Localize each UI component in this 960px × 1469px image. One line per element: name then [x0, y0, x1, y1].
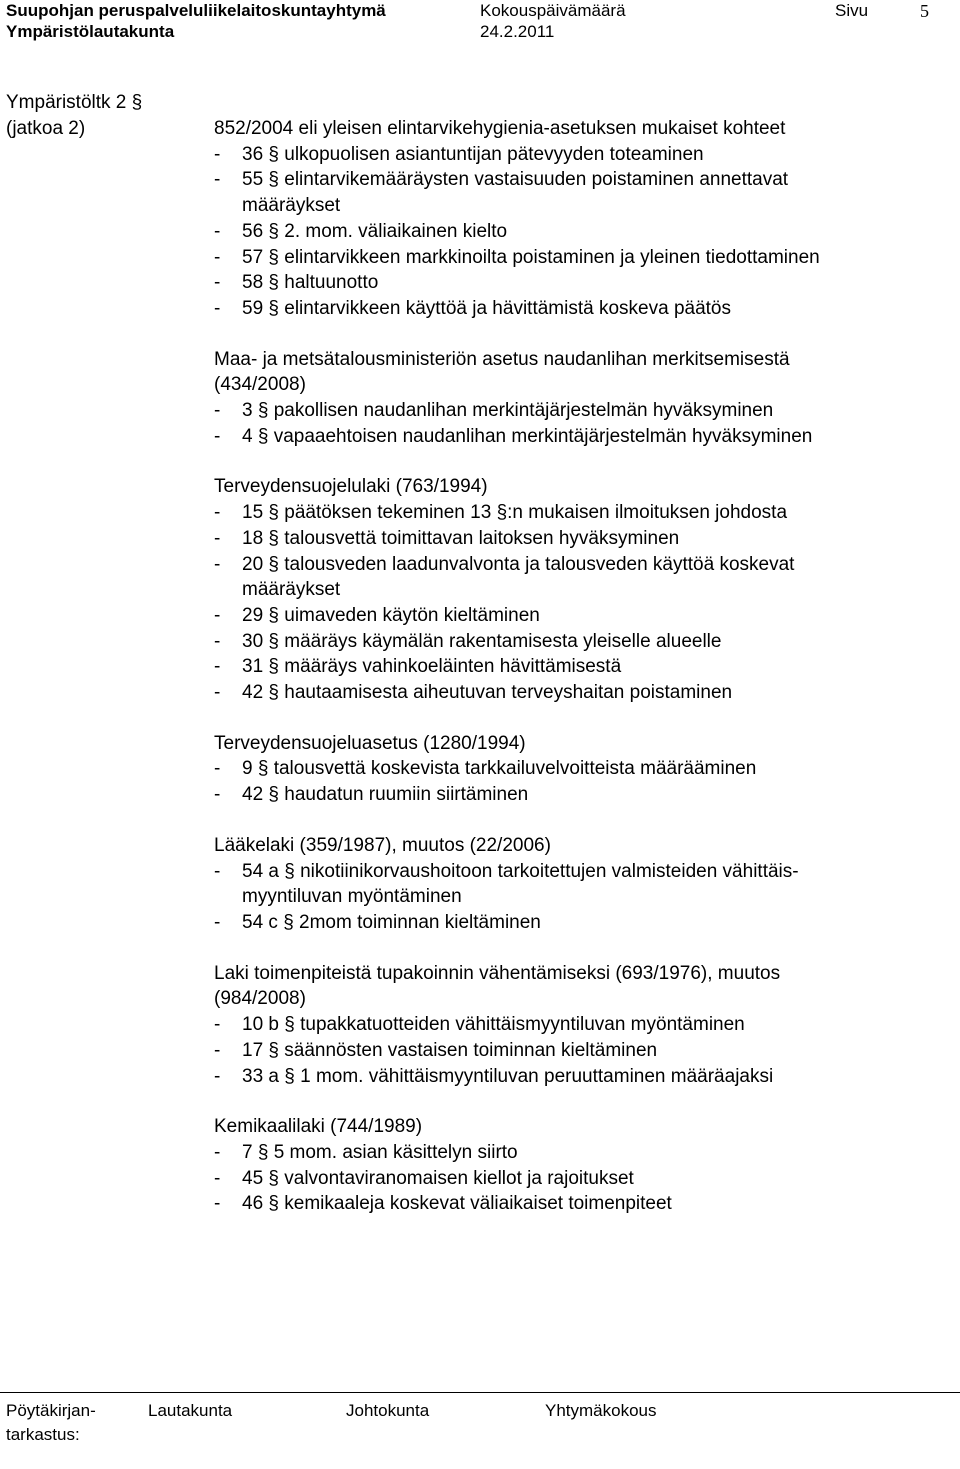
list-dash: -: [214, 911, 221, 933]
line-text: 56 § 2. mom. väliaikainen kielto: [242, 220, 508, 242]
meeting-date-label: Kokouspäivämäärä: [480, 1, 626, 20]
regulation-section: [214, 833, 934, 936]
line-text: 15 § päätöksen tekeminen 13 §:n mukaisen ilmoituksen johdosta: [242, 502, 788, 524]
line-text: 29 § uimaveden käytön kieltäminen: [242, 604, 540, 626]
list-item: [214, 193, 934, 219]
line-text: 10 b § tupakkatuotteiden vähittäismyyntiluvan myöntäminen: [242, 1014, 745, 1036]
list-dash: -: [214, 220, 221, 242]
board-name: Ympäristölautakunta: [6, 22, 175, 41]
line-text: 59 § elintarvikkeen käyttöä ja hävittämistä koskeva päätös: [242, 297, 731, 319]
footer-board-label: Lautakunta: [148, 1401, 233, 1420]
line-text: 36 § ulkopuolisen asiantuntijan pätevyyden toteaminen: [242, 143, 704, 165]
list-dash: -: [214, 246, 221, 268]
list-dash: -: [214, 1039, 221, 1061]
footer-executive-label: Johtokunta: [346, 1401, 430, 1420]
line-text: 30 § määräys käymälän rakentamisesta yleiselle alueelle: [242, 630, 722, 652]
line-text: Laki toimenpiteistä tupakoinnin vähentämiseksi (693/1976), muutos: [214, 962, 781, 984]
list-item: [214, 986, 934, 1012]
line-text: Terveydensuojelulaki (763/1994): [214, 476, 488, 498]
list-dash: -: [214, 1065, 221, 1087]
list-item: [214, 680, 934, 706]
line-text: Lääkelaki (359/1987), muutos (22/2006): [214, 834, 551, 856]
list-item: [214, 1191, 934, 1217]
item-continued: (jatkoa 2): [6, 118, 86, 139]
line-text: 58 § haltuunotto: [242, 272, 379, 294]
list-dash: -: [214, 1014, 221, 1036]
list-item: [214, 910, 934, 936]
item-title: Ympäristöltk 2 §: [6, 92, 143, 113]
list-dash: -: [214, 169, 221, 191]
line-text: 42 § haudatun ruumiin siirtäminen: [242, 784, 529, 806]
list-dash: -: [214, 860, 221, 882]
list-dash: -: [214, 502, 221, 524]
list-item: [214, 577, 934, 603]
list-item: [214, 270, 934, 296]
section-heading-line: [214, 833, 934, 859]
list-item: [214, 142, 934, 168]
list-dash: -: [214, 604, 221, 626]
list-item: [214, 245, 934, 271]
list-dash: -: [214, 527, 221, 549]
section-heading-line: [214, 474, 934, 500]
list-dash: -: [214, 400, 221, 422]
list-dash: -: [214, 784, 221, 806]
line-text: Kemikaalilaki (744/1989): [214, 1116, 423, 1138]
regulation-section: [214, 1114, 934, 1217]
list-item: [214, 629, 934, 655]
list-item: [214, 526, 934, 552]
line-text: 18 § talousvettä toimittavan laitoksen hyväksyminen: [242, 527, 680, 549]
list-item: [214, 603, 934, 629]
list-item: [214, 1064, 934, 1090]
page-footer: [0, 1392, 960, 1453]
section-heading-line: [214, 116, 934, 142]
list-dash: -: [214, 758, 221, 780]
line-text: (434/2008): [214, 374, 306, 396]
line-text: määräykset: [242, 579, 341, 601]
page-number: 5: [920, 1, 929, 21]
line-text: 20 § talousveden laadunvalvonta ja talousveden käyttöä koskevat: [242, 553, 795, 575]
list-item: [214, 1140, 934, 1166]
list-item: [214, 756, 934, 782]
list-item: [214, 859, 934, 885]
line-text: 4 § vapaaehtoisen naudanlihan merkintäjärjestelmän hyväksyminen: [242, 425, 813, 447]
line-text: myyntiluvan myöntäminen: [242, 886, 462, 908]
list-dash: -: [214, 1193, 221, 1215]
line-text: määräykset: [242, 195, 341, 217]
line-text: 17 § säännösten vastaisen toiminnan kieltäminen: [242, 1039, 658, 1061]
list-dash: -: [214, 425, 221, 447]
line-text: 54 c § 2mom toiminnan kieltäminen: [242, 911, 541, 933]
regulation-section: [214, 731, 934, 808]
list-dash: -: [214, 682, 221, 704]
document-body: [214, 116, 934, 1242]
review-label-line1: Pöytäkirjan-: [6, 1401, 96, 1420]
meeting-date: 24.2.2011: [480, 22, 555, 41]
page-header: [0, 0, 960, 44]
line-text: Maa- ja metsätalousministeriön asetus naudanlihan merkitsemisestä: [214, 348, 790, 370]
list-item: [214, 552, 934, 578]
regulation-section: [214, 961, 934, 1090]
section-heading-line: [214, 961, 934, 987]
list-item: [214, 372, 934, 398]
line-text: 7 § 5 mom. asian käsittelyn siirto: [242, 1141, 518, 1163]
list-dash: -: [214, 630, 221, 652]
organization-name: Suupohjan peruspalveluliikelaitoskuntayhtymä: [6, 1, 386, 20]
list-item: [214, 424, 934, 450]
footer-assembly-label: Yhtymäkokous: [545, 1401, 657, 1420]
line-text: 33 a § 1 mom. vähittäismyyntiluvan peruuttaminen määräajaksi: [242, 1065, 774, 1087]
line-text: 852/2004 eli yleisen elintarvikehygienia-asetuksen mukaiset kohteet: [214, 118, 786, 139]
line-text: 55 § elintarvikemääräysten vastaisuuden poistaminen annettavat: [242, 169, 789, 191]
line-text: 42 § hautaamisesta aiheutuvan terveyshaitan poistaminen: [242, 682, 733, 704]
line-text: Terveydensuojeluasetus (1280/1994): [214, 732, 526, 754]
line-text: 46 § kemikaaleja koskevat väliaikaiset toimenpiteet: [242, 1193, 672, 1215]
list-item: [214, 167, 934, 193]
list-dash: -: [214, 656, 221, 678]
list-dash: -: [214, 553, 221, 575]
line-text: 3 § pakollisen naudanlihan merkintäjärjestelmän hyväksyminen: [242, 400, 774, 422]
list-dash: -: [214, 1167, 221, 1189]
list-item: [214, 1038, 934, 1064]
section-heading-line: [214, 347, 934, 373]
section-heading-line: [214, 731, 934, 757]
section-heading-line: [214, 1114, 934, 1140]
list-item: [214, 1012, 934, 1038]
line-text: (984/2008): [214, 988, 306, 1010]
line-text: 31 § määräys vahinkoeläinten hävittämisestä: [242, 656, 622, 678]
list-item: [214, 782, 934, 808]
review-label-line2: tarkastus:: [6, 1425, 80, 1444]
list-dash: -: [214, 1141, 221, 1163]
page-label: Sivu: [835, 1, 869, 20]
line-text: 9 § talousvettä koskevista tarkkailuvelvoitteista määrääminen: [242, 758, 757, 780]
regulation-section: [214, 347, 934, 450]
line-text: 45 § valvontaviranomaisen kiellot ja rajoitukset: [242, 1167, 634, 1189]
list-item: [214, 219, 934, 245]
list-dash: -: [214, 143, 221, 165]
regulation-section: [214, 474, 934, 705]
regulation-section: [214, 116, 934, 322]
list-item: [214, 884, 934, 910]
line-text: 54 a § nikotiinikorvaushoitoon tarkoitettujen valmisteiden vähittäis-: [242, 860, 799, 882]
list-item: [214, 1166, 934, 1192]
list-item: [214, 500, 934, 526]
list-dash: -: [214, 272, 221, 294]
list-dash: -: [214, 297, 221, 319]
list-item: [214, 398, 934, 424]
line-text: 57 § elintarvikkeen markkinoilta poistaminen ja yleinen tiedottaminen: [242, 246, 820, 268]
list-item: [214, 654, 934, 680]
list-item: [214, 296, 934, 322]
